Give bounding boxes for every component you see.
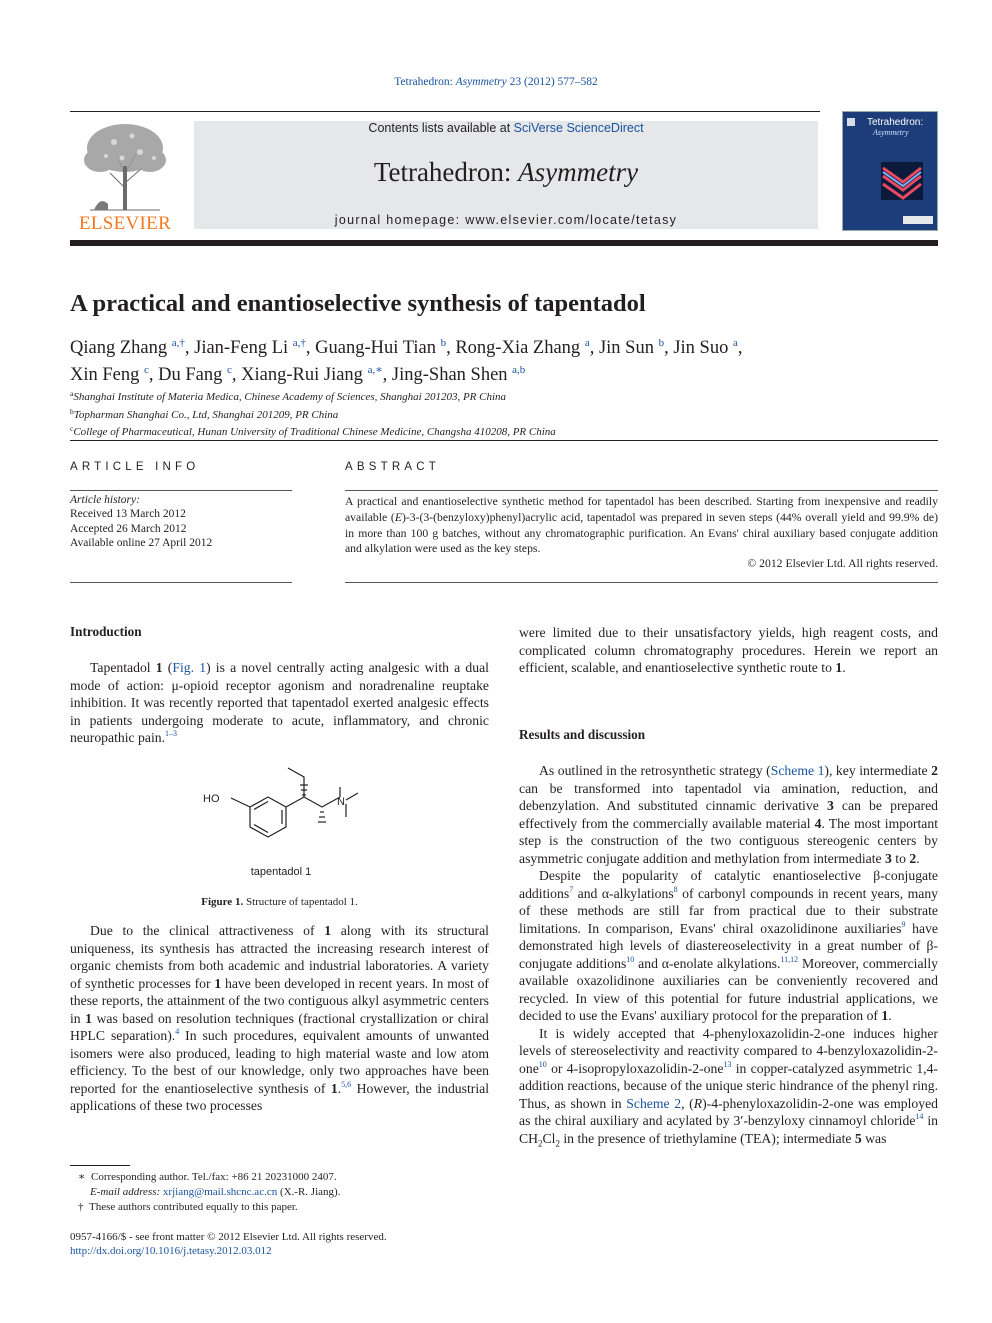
history-label: Article history: [70,494,140,506]
affiliation-item [70,405,930,423]
affiliation-marker: b [70,406,74,416]
author-name[interactable]: Xin Feng [70,365,140,385]
author-name[interactable]: Qiang Zhang [70,338,168,358]
header-thick-rule [70,240,938,246]
author-name[interactable]: Rong-Xia Zhang [455,338,581,358]
bottom-matter [70,1230,387,1258]
text: )-4-phenyloxazolidin-2-one was employed as the chiral auxiliary and acylated by 3′-benzyloxy cinnamoyl chloride [519,1095,938,1128]
compound-ref: 3 [826,798,834,813]
text: It is widely accepted that 4-phenyloxazolidin-2-one induces higher levels of stereoselectivity and reactivity compared to 4-benzyloxazolidin-2-one [519,1025,938,1076]
author-affiliation-marker[interactable]: c [227,364,232,376]
citation-journal-italic: Asymmetry [455,76,507,88]
intro-paragraph-3: were limited due to their unsatisfactory yields, high reagent costs, and complicated column chromatography procedures. Herein we report an efficient, scalable, and enantioselective synthetic route to 1. [519,625,938,675]
reference-link[interactable]: 7 [569,884,574,894]
text: In such procedures, equivalent amounts of unwanted isomers were also produced, leading to high material waste and low atom efficiency. To the best of our knowledge, only two approaches have been reported for the enantioselective synthesis of [70,1028,490,1096]
sciencedirect-link[interactable]: SciVerse ScienceDirect [513,121,644,135]
compound-ref: 1 [324,923,332,938]
text: along with its structural uniqueness, its synthesis has attracted the increasing research interest of organic chemists from both academic and industrial laboratories. A variety of synthetic processes for [70,923,489,991]
compound-ref: 1 [155,660,163,675]
text: have demonstrated high levels of diastereoselectivity in a great number of β-conjugate additions [519,920,939,971]
accepted-date: Accepted 26 March 2012 [70,522,187,535]
text: As outlined in the retrosynthetic strategy ( [539,763,771,778]
results-paragraphs: As outlined in the retrosynthetic strategy (Scheme 1), key intermediate 2 can be transformed into tapentadol via amination, reduction, and debenzylation. And substituted cinnamic derivative 3 can be prepared effectively from the commercially available material 4. The most important step is the construction of the two contiguous stereogenic centers by asymmetric conjugate addition and methylation from intermediate 3 to 2. Despite the popularity of catalytic enantioselective β-conjugate additions$^7$ and α-alkylations$^8$ of carbonyl compounds in recent years, many of these methods are still far from practical due to their substrate limitations. In comparison, Evans' chiral oxazolidinone auxiliaries$^9$ have demonstrated high levels of diastereoselectivity in a great number of β-conjugate additions$^{10}$ and α-enolate alkylations.$^{11,12}$ Moreover, commercially available oxazolidinone auxiliaries can be conveniently recovered and recycled. In view of this potential for future industrial applications, we decided to use the Evans' auxiliary protocol for the preparation of 1. It is widely accepted that 4-phenyloxazolidin-2-one induces higher levels of stereoselectivity and reactivity compared to 4-benzyloxazolidin-2-one$^{10}$ or 4-isopropyloxazolidin-2-one$^{13}$ in copper-catalyzed asymmetric 1,4-addition reactions, because of the unique steric hindrance of the phenyl ring. Thus, as shown in Scheme 2, (R)-4-phenyloxazolidin-2-one was employed as the chiral auxiliary and acylated by 3′-benzyloxy cinnamoyl chloride$^{14}$ in $CH_2Cl_2$ in the presence of triethylamine (TEA); intermediate 5 was [519,763,939,1149]
article-title: A practical and enantioselective synthesis of tapentadol [70,290,646,317]
abstract-heading: ABSTRACT [345,461,440,473]
figure-caption-label: Figure 1. [201,896,244,908]
email-link[interactable]: xrjiang@mail.shcnc.ac.cn [162,1186,278,1198]
email-suffix: (X.-R. Jiang). [277,1186,341,1198]
article-info-heading: ARTICLE INFO [70,461,200,473]
issn-line: 0957-4166/$ - see front matter © 2012 Elsevier Ltd. All rights reserved. [70,1231,387,1243]
subscript: 2 [538,1138,543,1149]
journal-title-prefix: Tetrahedron: [373,157,519,187]
abstract-part: A practical and enantioselective synthetic method for tapentadol has been described. Starting from inexpensive and readily available ( [345,495,938,524]
elsevier-wordmark: ELSEVIER [78,213,172,234]
text: or 4-isopropyloxazolidin-2-one [546,1060,724,1076]
tapentadol-structure [195,762,375,852]
figure-1-link[interactable]: Fig. 1 [172,660,207,675]
contents-line [194,121,818,135]
compound-ref: 1 [85,1010,92,1026]
text: ( [162,660,173,675]
abstract-rule-top [345,490,938,491]
header-top-rule [70,111,820,112]
journal-title [194,157,818,188]
journal-cover [842,111,938,231]
text: have been developed in recent years. In most of these reports, the attainment of the two contiguous alkyl asymmetric centers in [70,975,489,1026]
info-rule-bottom [70,582,292,583]
article-history [70,493,212,550]
text: , ( [681,1095,694,1111]
text: . The most important step is the construction of the two contiguous stereogenic centers by asymmetric conjugate addition and methylation from intermediate [519,815,939,866]
abstract-part: )-3-(3-(benzyloxy)phenyl)acrylic acid, tapentadol was prepared in seven steps (44% overall yield and 99.9% de) in more than 100 g batches, without any chromatographic purification. An Evans' chiral auxiliary based conjugate addition and alkylation were used as the key steps. [345,510,938,556]
author-affiliation-marker[interactable]: a [732,337,738,349]
author-affiliation-marker[interactable]: a,† [171,337,185,349]
affiliation-item [70,387,930,405]
reference-link[interactable]: 14 [915,1112,924,1121]
scheme-1-link[interactable]: Scheme 1 [770,763,825,778]
abstract-text [345,494,938,557]
compound-ref: 4 [814,815,822,831]
results-heading: Results and discussion [519,727,646,742]
journal-title-italic: Asymmetry [518,157,639,187]
compound-ref: 1 [330,1080,338,1096]
text: Tapentadol [90,660,156,675]
text: was based on resolution techniques (fractional crystallization or chiral HPLC separation). [70,1010,489,1043]
intro-paragraph-2: Due to the clinical attractiveness of 1 along with its structural uniqueness, its synthesis has attracted the increasing research interest of organic chemists from both academic and industrial laboratories. A variety of synthetic processes for 1 have been developed in recent years. In most of these reports, the attainment of the two contiguous alkyl asymmetric centers in 1 was based on resolution techniques (fractional crystallization or chiral HPLC separation).$^4$ In such procedures, equivalent amounts of unwanted isomers were also produced, leading to high material waste and low atom efficiency. To the best of our knowledge, only two approaches have been reported for the enantioselective synthesis of 1.$^{5,6}$ However, the industrial applications of these two processes [70,923,490,1113]
text: in copper-catalyzed asymmetric 1,4-addition reactions, because of the unique steric hindrance of the phenyl ring. Thus, as shown in [519,1060,939,1111]
text: of carbonyl compounds in recent years, many of these methods are still far from practical due to their substrate limitations. In comparison, Evans' chiral oxazolidinone auxiliaries [519,885,939,936]
compound-ref: 1 [881,1008,889,1023]
author-name[interactable]: Guang-Hui Tian [315,338,436,358]
text: can be prepared effectively from the commercially available material [519,798,938,831]
affiliation-item [70,422,930,440]
reference-link[interactable]: 13 [723,1059,732,1069]
footnotes [78,1170,498,1215]
abstract-italic: E [394,510,402,524]
text: and α-alkylations [573,885,674,901]
affiliation-text: Shanghai Institute of Materia Medica, Chinese Academy of Sciences, Shanghai 201203, PR China [73,391,507,403]
affiliations-rule [70,440,938,441]
text: Due to the clinical attractiveness of [90,923,325,938]
compound-ref: 5 [854,1130,862,1146]
cover-title: Tetrahedron: [867,117,924,128]
compound-ref: 1 [835,660,843,675]
text: Despite the popularity of catalytic enantioselective β-conjugate additions [519,868,938,901]
text: in the presence of triethylamine (TEA); intermediate [559,1130,855,1146]
author-name[interactable]: Jian-Feng Li [194,338,289,358]
abstract-copyright: © 2012 Elsevier Ltd. All rights reserved. [747,557,938,570]
online-date: Available online 27 April 2012 [70,536,213,549]
affiliation-text: Topharman Shanghai Co., Ltd, Shanghai 201209, PR China [73,408,339,421]
doi-link[interactable]: http://dx.doi.org/10.1016/j.tetasy.2012.03.012 [70,1245,272,1257]
reference-link[interactable]: 8 [673,884,678,894]
corresponding-author: Corresponding author. Tel./fax: +86 21 20231000 2407. [90,1171,337,1183]
email-label: E-mail address: [90,1186,163,1198]
author-name[interactable]: Jing-Shan Shen [391,365,508,385]
text: Cl [542,1130,556,1146]
figure-1-caption [70,896,489,908]
author-name[interactable]: Xiang-Rui Jiang [241,365,363,385]
hydroxyl-label: HO [203,793,220,805]
journal-homepage[interactable]: journal homepage: www.elsevier.com/locate/tetasy [334,213,678,227]
affiliation-text: College of Pharmaceutical, Hunan University of Traditional Chinese Medicine, Changsha 410208, PR China [73,426,556,438]
text: and α-enolate alkylations. [634,955,781,971]
text: were limited due to their unsatisfactory yields, high reagent costs, and complicated column chromatography procedures. Herein we report an efficient, scalable, and enantioselective synthetic route to [519,625,938,675]
elsevier-tree-icon [70,118,180,213]
intro-paragraph-1 [70,659,489,747]
footnote-dagger: † [78,1201,84,1213]
stereo-descriptor: R [693,1095,703,1111]
figure-caption-text: Structure of tapentadol 1. [243,896,358,908]
text: Moreover, commercially available oxazolidinone auxiliaries can be conveniently recovered and recycled. In view of this potential for future industrial applications, we decided to use the Evans' auxiliary protocol for the preparation of [519,955,938,1023]
cover-subtitle: Asymmetry [873,128,909,137]
author-affiliation-marker[interactable]: a,† [292,337,306,349]
author-name[interactable]: Du Fang [158,365,223,385]
footnote-rule [70,1165,130,1166]
author-name[interactable]: Jin Sun [598,338,654,358]
author-affiliation-marker[interactable]: b [440,337,447,349]
subscript: 2 [555,1138,560,1149]
text: ) is a novel centrally acting analgesic with a dual mode of action: μ-opioid receptor agonism and noradrenaline reuptake inhibition. It was recently reported that tapentadol exerted analgesic effects in patients undergoing moderate to acute, inflammatory, and chronic neuropathic pain. [70,660,489,745]
scheme-2-link[interactable]: Scheme 2 [626,1095,682,1111]
equal-contribution: These authors contributed equally to this paper. [89,1201,298,1213]
compound-ref: 2 [909,850,917,866]
author-affiliation-marker[interactable]: a,b [512,364,526,376]
elsevier-logo [70,118,180,233]
figure-compound-label: tapentadol 1 [250,866,312,878]
author-affiliation-marker[interactable]: a,∗ [367,364,383,376]
footnote-star: ∗ [78,1171,86,1183]
nitrogen-label: N [337,796,345,808]
reference-link[interactable]: 11,12 [780,954,799,964]
compound-ref: 3 [885,850,892,866]
reference-link[interactable]: 5,6 [341,1079,352,1089]
text: ), key intermediate [824,763,932,778]
author-affiliation-marker[interactable]: a [584,337,590,349]
journal-citation[interactable] [0,76,992,88]
abstract-rule-bottom [345,582,938,583]
compound-ref: 1 [214,975,222,991]
info-rule-top [70,490,292,491]
text: was [861,1130,887,1146]
citation-volume: 23 (2012) 577–582 [506,76,598,88]
journal-banner [194,121,818,229]
author-list: Qiang Zhang $^{a,\dagger}$, Jian-Feng Li $^{a,\dagger}$, Guang-Hui Tian $^b$, Rong-Xia Zhang $^a$, Jin Sun $^b$, Jin Suo $^a$, Xin Feng $^c$, Du Fang $^c$, Xiang-Rui Jiang $^{a,∗}$, Jing-Shan Shen $^{a,b}$ [70,337,743,385]
contents-prefix: Contents lists available at [368,121,514,135]
text: in CH [519,1113,938,1146]
reference-link[interactable]: 1–3 [165,729,178,738]
affiliation-marker: a [70,389,74,398]
author-affiliation-marker[interactable]: b [658,337,665,349]
citation-journal: Tetrahedron: [394,76,456,88]
compound-ref: 2 [931,763,938,778]
affiliations [70,387,930,440]
introduction-heading: Introduction [70,624,142,639]
reference-link[interactable]: 10 [626,954,635,964]
text: However, the industrial applications of these two processes [70,1080,489,1113]
reference-link[interactable]: 9 [901,919,906,929]
affiliation-marker: c [70,424,74,433]
text: to [891,850,910,866]
text: can be transformed into tapentadol via amination, reduction, and debenzylation. And substituted cinnamic derivative [519,780,938,813]
author-name[interactable]: Jin Suo [673,338,729,358]
received-date: Received 13 March 2012 [70,508,186,521]
author-affiliation-marker[interactable]: c [144,364,149,376]
reference-link[interactable]: 10 [538,1059,547,1069]
reference-link[interactable]: 4 [175,1027,180,1036]
